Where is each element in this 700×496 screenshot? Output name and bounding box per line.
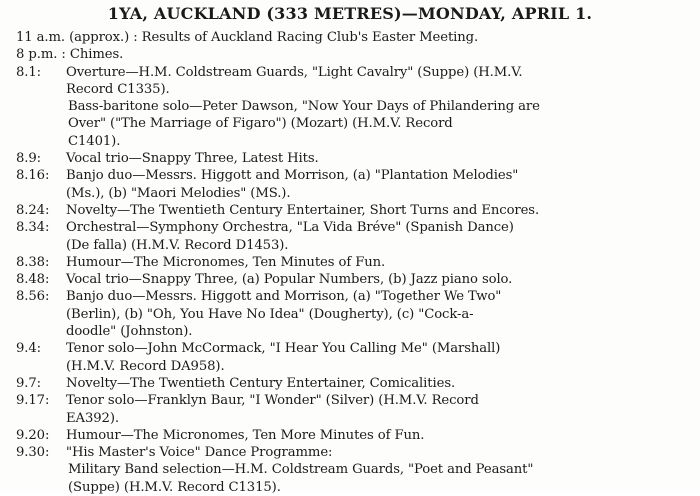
programme-entry <box>16 271 696 288</box>
entry-continuation: doodle" (Johnston). <box>66 324 193 340</box>
entry-text: Overture—H.M. Coldstream Guards, "Light Cavalry" (Suppe) (H.M.V. <box>66 64 523 80</box>
programme-entry <box>16 340 696 357</box>
entry-text: Tenor solo—John McCormack, "I Hear You Calling Me" (Marshall) <box>66 341 501 357</box>
entry-time: 8.1: <box>16 64 42 80</box>
programme-entry <box>16 375 696 392</box>
programme-entry <box>16 219 696 236</box>
entry-time: 9.30: <box>16 445 50 461</box>
programme-entry <box>16 64 696 81</box>
entry-time: 9.20: <box>16 427 50 443</box>
programme-entry <box>16 427 696 444</box>
entry-text: Novelty—The Twentieth Century Entertainer, Short Turns and Encores. <box>66 202 540 218</box>
entry-time: 8.16: <box>16 168 50 184</box>
programme-heading: 1YA, AUCKLAND (333 METRES)—MONDAY, APRIL 1. <box>107 4 593 23</box>
entry-continuation: EA392). <box>66 410 119 426</box>
entry-text: Novelty—The Twentieth Century Entertainer, Comicalities. <box>66 375 456 391</box>
entry-continuation: Over" ("The Marriage of Figaro") (Mozart) (H.M.V. Record <box>68 116 453 132</box>
entry-text: Vocal trio—Snappy Three, Latest Hits. <box>66 151 319 167</box>
entry-time: 9.7: <box>16 375 42 391</box>
programme-entry <box>16 167 696 184</box>
entry-continuation: C1401). <box>68 133 121 149</box>
entry-continuation: Military Band selection—H.M. Coldstream Guards, "Poet and Peasant" <box>68 462 534 478</box>
entry-time: 8.48: <box>16 272 50 288</box>
entry-text: Vocal trio—Snappy Three, (a) Popular Numbers, (b) Jazz piano solo. <box>66 272 513 288</box>
programme-entry <box>16 150 696 167</box>
entry-time: 8.38: <box>16 254 50 270</box>
entry-time: 8.9: <box>16 151 42 167</box>
entry-time: 9.4: <box>16 341 42 357</box>
entry-continuation: Record C1335). <box>66 81 170 97</box>
listing-line: 8 p.m. : Chimes. <box>16 47 124 63</box>
entry-text: Banjo duo—Messrs. Higgott and Morrison, (a) "Plantation Melodies" <box>66 168 519 184</box>
programme-entry <box>16 392 696 409</box>
programme-entry <box>16 254 696 271</box>
entry-continuation: (De falla) (H.M.V. Record D1453). <box>66 237 289 253</box>
entry-time: 9.17: <box>16 393 50 409</box>
programme-listing <box>16 29 696 496</box>
entry-text: Orchestral—Symphony Orchestra, "La Vida Bréve" (Spanish Dance) <box>66 220 514 236</box>
entry-continuation: (Suppe) (H.M.V. Record C1315). <box>68 479 281 495</box>
entry-continuation: (Berlin), (b) "Oh, You Have No Idea" (Dougherty), (c) "Cock-a- <box>66 306 474 322</box>
entry-time: 8.24: <box>16 202 50 218</box>
entry-continuation: (Ms.), (b) "Maori Melodies" (MS.). <box>66 185 291 201</box>
entry-text: "His Master's Voice" Dance Programme: <box>66 445 333 461</box>
entry-time: 8.56: <box>16 289 50 305</box>
programme-entry <box>16 288 696 305</box>
entry-continuation: Bass-baritone solo—Peter Dawson, "Now Your Days of Philandering are <box>68 99 540 115</box>
entry-continuation: (H.M.V. Record DA958). <box>66 358 225 374</box>
entry-time: 8.34: <box>16 220 50 236</box>
listing-line: 11 a.m. (approx.) : Results of Auckland Racing Club's Easter Meeting. <box>16 30 479 45</box>
entry-text: Humour—The Micronomes, Ten Minutes of Fun. <box>66 254 386 270</box>
programme-entry <box>16 202 696 219</box>
entry-text: Banjo duo—Messrs. Higgott and Morrison, (a) "Together We Two" <box>66 289 502 305</box>
entry-text: Humour—The Micronomes, Ten More Minutes of Fun. <box>66 427 425 443</box>
programme-entry <box>16 444 696 461</box>
entry-text: Tenor solo—Franklyn Baur, "I Wonder" (Silver) (H.M.V. Record <box>66 393 479 409</box>
